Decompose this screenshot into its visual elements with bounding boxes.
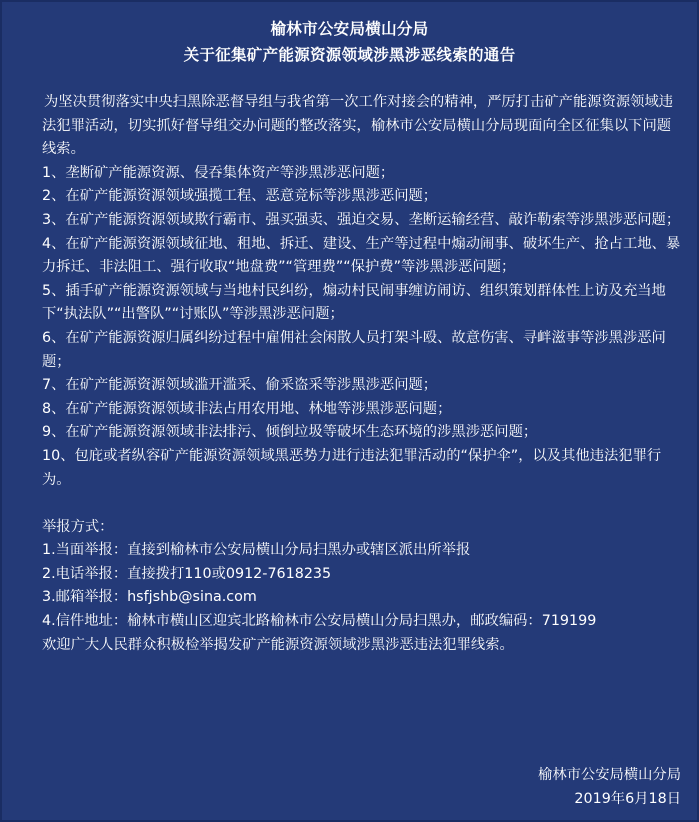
notice-signature bbox=[538, 763, 681, 811]
issue-item: 6、在矿产能源资源归属纠纷过程中雇佣社会闲散人员打架斗殴、故意伤害、寻衅滋事等涉黑涉恶问题； bbox=[42, 329, 666, 370]
report-heading: 举报方式： bbox=[42, 518, 114, 535]
issue-item: 10、包庇或者纵容矿产能源资源领域黑恶势力进行违法犯罪活动的“保护伞”，以及其他违法犯罪行为。 bbox=[42, 447, 662, 488]
issue-item: 4、在矿产能源资源领域征地、租地、拆迁、建设、生产等过程中煽动闹事、破坏生产、抢占工地、暴力拆迁、非法阻工、强行收取“地盘费”“管理费”“保护费”等涉黑涉恶问题； bbox=[42, 235, 681, 276]
issue-item: 7、在矿产能源资源领域滥开滥采、偷采盗采等涉黑涉恶问题； bbox=[42, 377, 438, 394]
section-spacer bbox=[42, 492, 683, 516]
issue-item: 9、在矿产能源资源领域非法排污、倾倒垃圾等破坏生态环境的涉黑涉恶问题； bbox=[42, 424, 538, 441]
notice-header bbox=[2, 2, 697, 68]
issue-list bbox=[42, 162, 683, 492]
notice-body bbox=[42, 91, 683, 657]
signature-date: 2019年6月18日 bbox=[574, 791, 681, 807]
notice-intro: 为坚决贯彻落实中央扫黑除恶督导组与我省第一次工作对接会的精神，严厉打击矿产能源资源领域违法犯罪活动，切实抓好督导组交办问题的整改落实，榆林市公安局横山分局现面向全区征集以下问题线索。 bbox=[42, 94, 674, 158]
issue-item: 5、插手矿产能源资源领域与当地村民纠纷，煽动村民闹事缠访闹访、组织策划群体性上访及充当地下“执法队”“出警队”“讨账队”等涉黑涉恶问题； bbox=[42, 282, 666, 323]
signature-org: 榆林市公安局横山分局 bbox=[538, 767, 681, 783]
report-method-phone: 2.电话举报：直接拨打110或0912-7618235 bbox=[42, 565, 332, 582]
report-method-email: 3.邮箱举报：hsfjshb@sina.com bbox=[42, 589, 257, 606]
report-closing: 欢迎广大人民群众积极检举揭发矿产能源资源领域涉黑涉恶违法犯罪线索。 bbox=[42, 636, 514, 653]
notice-title-subject: 关于征集矿产能源资源领域涉黑涉恶线索的通告 bbox=[183, 46, 516, 64]
report-methods-section bbox=[42, 516, 683, 658]
notice-title-org: 榆林市公安局横山分局 bbox=[270, 20, 429, 38]
issue-item: 1、垄断矿产能源资源、侵吞集体资产等涉黑涉恶问题； bbox=[42, 164, 395, 181]
report-method-mail: 4.信件地址：榆林市横山区迎宾北路榆林市公安局横山分局扫黑办，邮政编码：719199 bbox=[42, 613, 597, 630]
issue-item: 3、在矿产能源资源领域欺行霸市、强买强卖、强迫交易、垄断运输经营、敲诈勒索等涉黑涉恶问题； bbox=[42, 211, 681, 228]
issue-item: 8、在矿产能源资源领域非法占用农用地、林地等涉黑涉恶问题； bbox=[42, 400, 452, 417]
issue-item: 2、在矿产能源资源领域强揽工程、恶意竞标等涉黑涉恶问题； bbox=[42, 188, 438, 205]
report-method-in-person: 1.当面举报：直接到榆林市公安局横山分局扫黑办或辖区派出所举报 bbox=[42, 542, 471, 559]
